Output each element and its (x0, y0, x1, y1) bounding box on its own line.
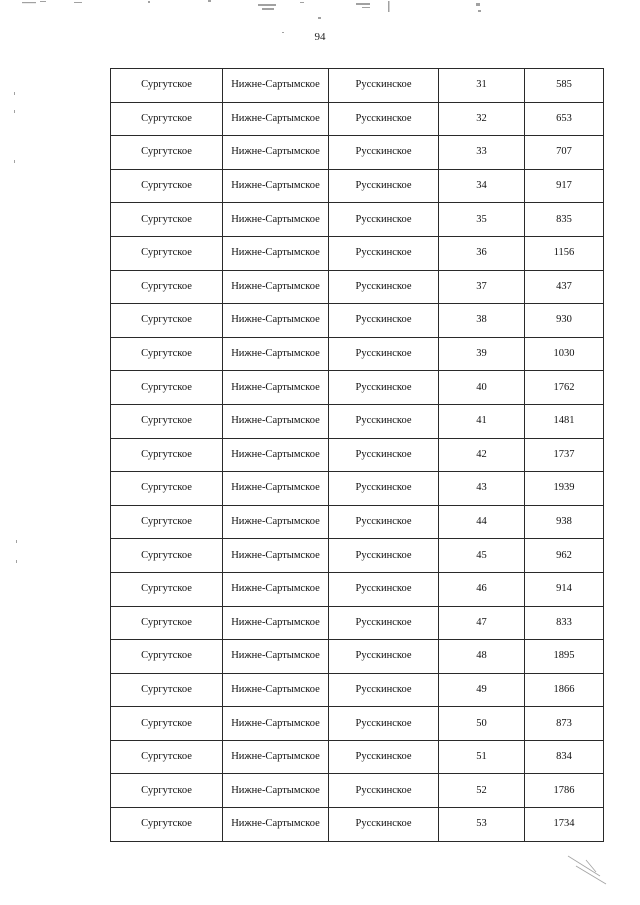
deposit-cell: Русскинское (329, 404, 439, 438)
deposit-cell: Русскинское (329, 539, 439, 573)
field-cell: Нижне-Сартымское (223, 539, 329, 573)
field-cell: Нижне-Сартымское (223, 69, 329, 103)
region-cell: Сургутское (111, 606, 223, 640)
table-row (111, 572, 604, 606)
table-row (111, 505, 604, 539)
field-cell: Нижне-Сартымское (223, 102, 329, 136)
value-cell: 1737 (525, 438, 604, 472)
deposit-cell: Русскинское (329, 808, 439, 842)
field-cell: Нижне-Сартымское (223, 808, 329, 842)
number-cell: 40 (439, 371, 525, 405)
region-cell: Сургутское (111, 404, 223, 438)
region-cell: Сургутское (111, 304, 223, 338)
number-cell: 38 (439, 304, 525, 338)
table-row (111, 808, 604, 842)
number-cell: 31 (439, 69, 525, 103)
deposit-cell: Русскинское (329, 572, 439, 606)
deposit-cell: Русскинское (329, 707, 439, 741)
field-cell: Нижне-Сартымское (223, 572, 329, 606)
field-cell: Нижне-Сартымское (223, 740, 329, 774)
value-cell: 1939 (525, 472, 604, 506)
value-cell: 917 (525, 169, 604, 203)
value-cell: 1866 (525, 673, 604, 707)
field-cell: Нижне-Сартымское (223, 438, 329, 472)
deposit-cell: Русскинское (329, 371, 439, 405)
number-cell: 45 (439, 539, 525, 573)
value-cell: 1895 (525, 640, 604, 674)
number-cell: 53 (439, 808, 525, 842)
table-row (111, 304, 604, 338)
number-cell: 43 (439, 472, 525, 506)
value-cell: 1481 (525, 404, 604, 438)
value-cell: 437 (525, 270, 604, 304)
deposit-cell: Русскинское (329, 236, 439, 270)
deposit-cell: Русскинское (329, 304, 439, 338)
table-row (111, 707, 604, 741)
table-row (111, 270, 604, 304)
value-cell: 834 (525, 740, 604, 774)
region-cell: Сургутское (111, 270, 223, 304)
region-cell: Сургутское (111, 236, 223, 270)
deposit-cell: Русскинское (329, 136, 439, 170)
deposit-cell: Русскинское (329, 472, 439, 506)
region-cell: Сургутское (111, 808, 223, 842)
field-cell: Нижне-Сартымское (223, 774, 329, 808)
region-cell: Сургутское (111, 673, 223, 707)
region-cell: Сургутское (111, 203, 223, 237)
deposit-cell: Русскинское (329, 673, 439, 707)
deposit-cell: Русскинское (329, 438, 439, 472)
field-cell: Нижне-Сартымское (223, 606, 329, 640)
region-cell: Сургутское (111, 136, 223, 170)
value-cell: 930 (525, 304, 604, 338)
deposit-cell: Русскинское (329, 270, 439, 304)
value-cell: 914 (525, 572, 604, 606)
number-cell: 48 (439, 640, 525, 674)
table-row (111, 337, 604, 371)
region-cell: Сургутское (111, 438, 223, 472)
region-cell: Сургутское (111, 472, 223, 506)
value-cell: 962 (525, 539, 604, 573)
value-cell: 1156 (525, 236, 604, 270)
number-cell: 34 (439, 169, 525, 203)
region-cell: Сургутское (111, 69, 223, 103)
number-cell: 37 (439, 270, 525, 304)
number-cell: 46 (439, 572, 525, 606)
region-cell: Сургутское (111, 740, 223, 774)
number-cell: 32 (439, 102, 525, 136)
number-cell: 50 (439, 707, 525, 741)
region-cell: Сургутское (111, 572, 223, 606)
table-row (111, 606, 604, 640)
table-row (111, 236, 604, 270)
field-cell: Нижне-Сартымское (223, 337, 329, 371)
table-row (111, 472, 604, 506)
deposit-cell: Русскинское (329, 774, 439, 808)
field-cell: Нижне-Сартымское (223, 304, 329, 338)
region-cell: Сургутское (111, 707, 223, 741)
table-row (111, 740, 604, 774)
table-row (111, 640, 604, 674)
number-cell: 49 (439, 673, 525, 707)
value-cell: 938 (525, 505, 604, 539)
value-cell: 1786 (525, 774, 604, 808)
data-table (110, 68, 604, 842)
field-cell: Нижне-Сартымское (223, 136, 329, 170)
region-cell: Сургутское (111, 169, 223, 203)
deposit-cell: Русскинское (329, 606, 439, 640)
region-cell: Сургутское (111, 102, 223, 136)
value-cell: 707 (525, 136, 604, 170)
table-row (111, 136, 604, 170)
number-cell: 51 (439, 740, 525, 774)
table-row (111, 203, 604, 237)
deposit-cell: Русскинское (329, 169, 439, 203)
field-cell: Нижне-Сартымское (223, 236, 329, 270)
field-cell: Нижне-Сартымское (223, 472, 329, 506)
deposit-cell: Русскинское (329, 640, 439, 674)
number-cell: 44 (439, 505, 525, 539)
deposit-cell: Русскинское (329, 740, 439, 774)
table-row (111, 69, 604, 103)
field-cell: Нижне-Сартымское (223, 203, 329, 237)
deposit-cell: Русскинское (329, 337, 439, 371)
deposit-cell: Русскинское (329, 69, 439, 103)
number-cell: 35 (439, 203, 525, 237)
field-cell: Нижне-Сартымское (223, 270, 329, 304)
region-cell: Сургутское (111, 640, 223, 674)
table-row (111, 774, 604, 808)
value-cell: 1030 (525, 337, 604, 371)
region-cell: Сургутское (111, 371, 223, 405)
value-cell: 1762 (525, 371, 604, 405)
value-cell: 1734 (525, 808, 604, 842)
number-cell: 39 (439, 337, 525, 371)
value-cell: 833 (525, 606, 604, 640)
field-cell: Нижне-Сартымское (223, 673, 329, 707)
deposit-cell: Русскинское (329, 203, 439, 237)
number-cell: 36 (439, 236, 525, 270)
field-cell: Нижне-Сартымское (223, 707, 329, 741)
region-cell: Сургутское (111, 774, 223, 808)
value-cell: 835 (525, 203, 604, 237)
deposit-cell: Русскинское (329, 102, 439, 136)
region-cell: Сургутское (111, 337, 223, 371)
table-row (111, 539, 604, 573)
table-row (111, 404, 604, 438)
table-row (111, 438, 604, 472)
deposit-cell: Русскинское (329, 505, 439, 539)
region-cell: Сургутское (111, 539, 223, 573)
number-cell: 52 (439, 774, 525, 808)
page-number: 94 (314, 31, 326, 43)
number-cell: 41 (439, 404, 525, 438)
table-row (111, 102, 604, 136)
region-cell: Сургутское (111, 505, 223, 539)
table-row (111, 371, 604, 405)
field-cell: Нижне-Сартымское (223, 404, 329, 438)
field-cell: Нижне-Сартымское (223, 505, 329, 539)
field-cell: Нижне-Сартымское (223, 371, 329, 405)
value-cell: 585 (525, 69, 604, 103)
number-cell: 47 (439, 606, 525, 640)
table-row (111, 169, 604, 203)
field-cell: Нижне-Сартымское (223, 640, 329, 674)
value-cell: 873 (525, 707, 604, 741)
table-row (111, 673, 604, 707)
table-body (111, 69, 604, 842)
value-cell: 653 (525, 102, 604, 136)
number-cell: 42 (439, 438, 525, 472)
field-cell: Нижне-Сартымское (223, 169, 329, 203)
number-cell: 33 (439, 136, 525, 170)
